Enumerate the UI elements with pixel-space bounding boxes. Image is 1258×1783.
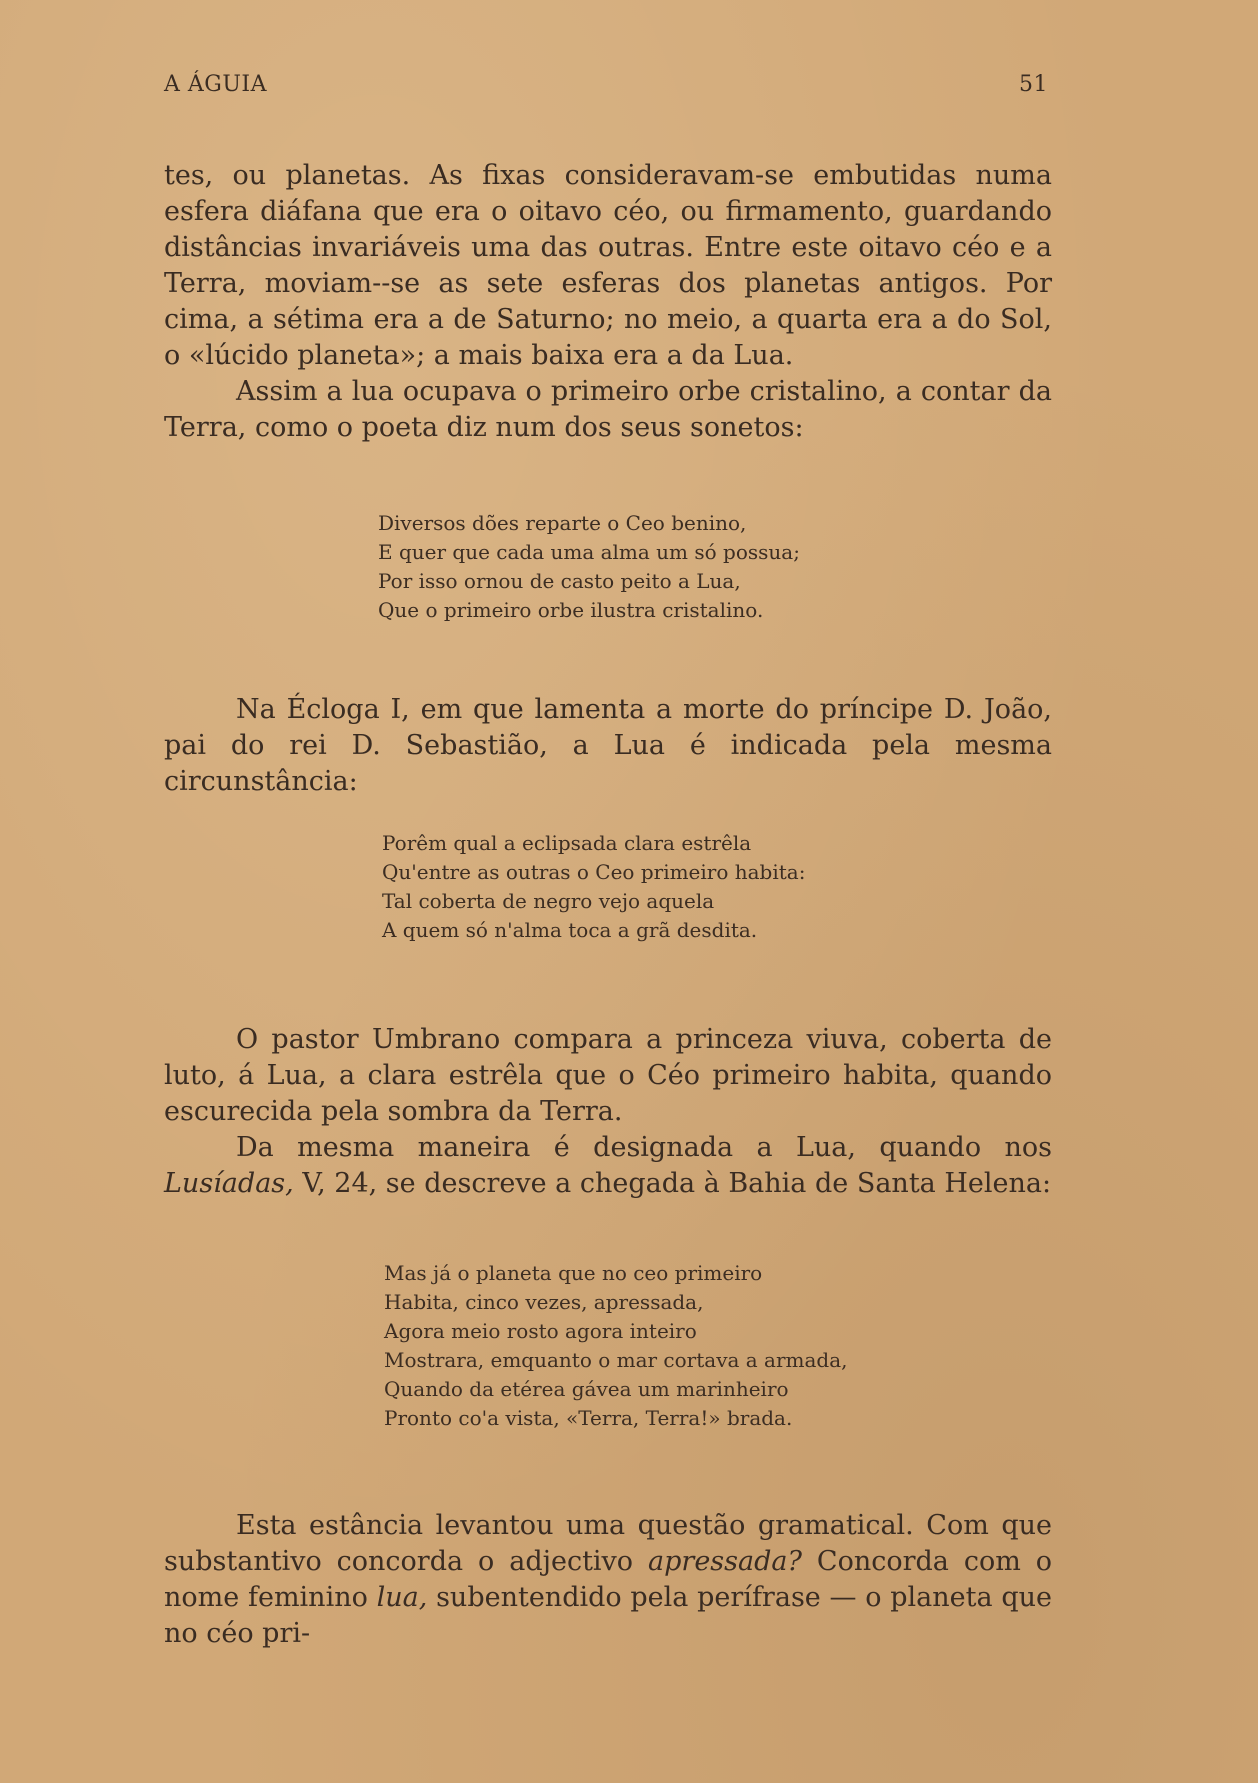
page-number: 51: [1019, 72, 1048, 97]
text-block-3: [164, 1022, 1052, 1202]
verse-line: E quer que cada uma alma um só possua;: [378, 540, 800, 564]
text-block-4: [164, 1508, 1052, 1652]
paragraph-grammar: [164, 1508, 1052, 1652]
text-run: subentendido pela perífrase — o planeta que no céo pri-: [164, 1582, 1052, 1649]
verse-line: Que o primeiro orbe ilustra cristalino.: [378, 598, 764, 622]
paragraph-lusiadas: [164, 1130, 1052, 1202]
text-run: V, 24, se descreve a chegada à Bahia de Santa Helena:: [302, 1168, 1052, 1199]
text-block-1: [164, 158, 1052, 446]
verse-line: Por isso ornou de casto peito a Lua,: [378, 569, 741, 593]
verse-line: Habita, cinco vezes, apressada,: [384, 1290, 704, 1314]
emphasis-lua: lua,: [376, 1582, 428, 1613]
verse-line: Qu'entre as outras o Ceo primeiro habita:: [382, 860, 806, 884]
verse-line: Agora meio rosto agora inteiro: [384, 1319, 697, 1343]
verse-sonnet: [378, 509, 800, 625]
text-run: Esta estância levantou uma questão gramatical. Com que substantivo concorda o adjectivo: [164, 1510, 1052, 1577]
verse-line: A quem só n'alma toca a grã desdita.: [382, 918, 758, 942]
book-title-lusiadas: Lusíadas,: [164, 1168, 294, 1199]
verse-line: Tal coberta de negro vejo aquela: [382, 889, 715, 913]
paragraph-ecloga: Na Écloga I, em que lamenta a morte do príncipe D. João, pai do rei D. Sebastião, a Lua é indicada pela mesma circunstância:: [164, 694, 1052, 797]
emphasis-apressada: apressada?: [648, 1546, 802, 1577]
paragraph-sonnet-intro: Assim a lua ocupava o primeiro orbe cristalino, a contar da Terra, como o poeta diz num dos seus sonetos:: [164, 376, 1052, 443]
text-run: Da mesma maneira é designada a Lua, quando nos: [236, 1132, 1052, 1163]
verse-line: Porêm qual a eclipsada clara estrêla: [382, 831, 752, 855]
running-title: A ÁGUIA: [164, 72, 267, 97]
paragraph-continued: tes, ou planetas. As fixas consideravam-se embutidas numa esfera diáfana que era o oitavo céo, ou firmamento, guardando distâncias invariáveis uma das outras. Entre este oitavo céo e a Terra, moviam--se as sete esferas dos planetas antigos. Por cima, a sétima era a de Saturno; no meio, a quarta era a do Sol, o «lúcido planeta»; a mais baixa era a da Lua.: [164, 160, 1052, 371]
text-block-2: [164, 692, 1052, 800]
verse-line: Pronto co'a vista, «Terra, Terra!» brada.: [384, 1406, 793, 1430]
verse-line: Quando da etérea gávea um marinheiro: [384, 1377, 789, 1401]
verse-lusiadas: [384, 1259, 848, 1433]
page-header: [164, 72, 1048, 102]
text-run: Concorda com o nome feminino: [164, 1546, 1053, 1613]
paragraph-umbrano: O pastor Umbrano compara a princeza viuva, coberta de luto, á Lua, a clara estrêla que o Céo primeiro habita, quando escurecida pela sombra da Terra.: [164, 1024, 1052, 1127]
verse-line: Mas já o planeta que no ceo primeiro: [384, 1261, 763, 1285]
verse-line: Mostrara, emquanto o mar cortava a armada,: [384, 1348, 848, 1372]
verse-ecloga: [382, 829, 805, 945]
verse-line: Diversos dões reparte o Ceo benino,: [378, 511, 747, 535]
